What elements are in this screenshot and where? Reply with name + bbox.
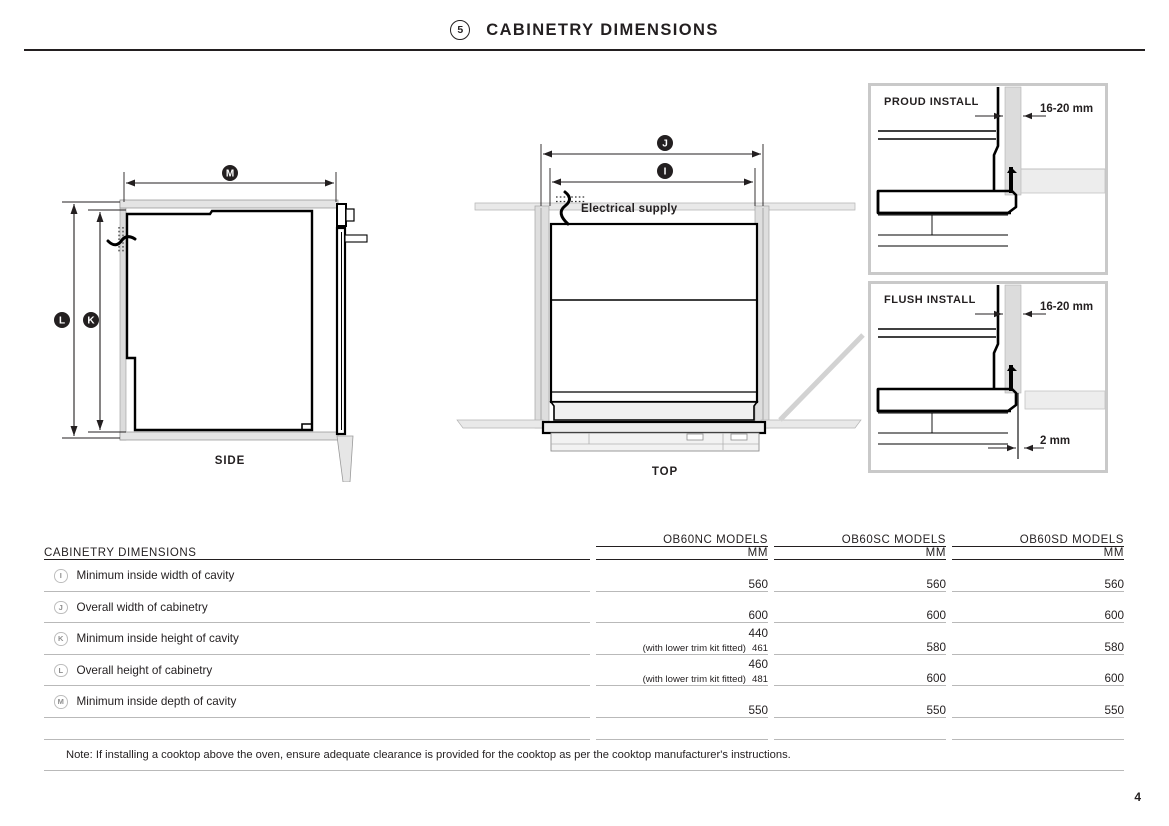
table-header-units (44, 547, 1124, 560)
section-number-badge: 5 (450, 20, 470, 40)
row-value: 580 (952, 623, 1124, 655)
cabinetry-dimensions-table (44, 534, 1124, 771)
row-value-main: 440 (748, 626, 768, 640)
page-number: 4 (1134, 790, 1141, 804)
svg-text:J: J (662, 138, 668, 150)
column-header-model-1: OB60SC MODELS (774, 534, 946, 547)
row-value-sub (596, 674, 768, 685)
side-view-label: SIDE (214, 455, 246, 467)
row-letter-chip: I (54, 569, 68, 583)
row-value: 550 (952, 686, 1124, 718)
table-note-row (44, 739, 1124, 770)
table-title: CABINETRY DIMENSIONS (44, 547, 590, 560)
top-view-label: TOP (651, 466, 679, 478)
row-value: 600 (596, 591, 768, 623)
svg-text:L: L (58, 315, 66, 327)
dimensions-table-wrapper (44, 534, 1124, 771)
row-label-cell (44, 623, 590, 654)
side-view-diagram (40, 152, 380, 482)
column-header-model-0: OB60NC MODELS (596, 534, 768, 547)
page-title: CABINETRY DIMENSIONS (486, 20, 719, 39)
row-value: 580 (774, 623, 946, 655)
flush-offset-value: 2 mm (1040, 435, 1071, 447)
row-value: 600 (774, 654, 946, 686)
row-value: 560 (774, 560, 946, 592)
row-label-text: Minimum inside height of cavity (76, 632, 239, 646)
row-value: 600 (774, 591, 946, 623)
row-value-sub-number: 461 (751, 642, 768, 654)
header-spacer (44, 534, 590, 547)
row-letter-chip: J (54, 601, 68, 615)
row-value: 600 (952, 654, 1124, 686)
header-divider (24, 49, 1145, 51)
page-header (0, 0, 1169, 52)
row-value: 560 (952, 560, 1124, 592)
row-label-text: Minimum inside width of cavity (76, 569, 235, 583)
table-row (44, 686, 1124, 718)
svg-text:K: K (87, 315, 95, 327)
flush-install-title: FLUSH INSTALL (884, 294, 976, 306)
top-view-diagram (455, 130, 865, 490)
row-value-with-note (596, 654, 768, 686)
row-letter-chip: M (54, 695, 68, 709)
column-header-unit-0: MM (596, 547, 768, 560)
electrical-supply-label: Electrical supply (581, 203, 678, 215)
flush-install-detail (868, 281, 1108, 473)
row-label-text: Overall height of cabinetry (76, 663, 213, 677)
row-value-sub-note: (with lower trim kit fitted) (642, 674, 746, 685)
table-row (44, 560, 1124, 592)
row-value: 550 (596, 686, 768, 718)
svg-text:I: I (663, 166, 667, 178)
row-value-sub (596, 643, 768, 654)
row-value: 560 (596, 560, 768, 592)
row-label-text: Minimum inside depth of cavity (76, 695, 237, 709)
diagram-area (0, 52, 1169, 530)
column-header-unit-1: MM (774, 547, 946, 560)
row-value-with-note (596, 623, 768, 655)
table-row (44, 654, 1124, 686)
dimension-m (124, 165, 336, 202)
svg-text:M: M (225, 168, 235, 180)
flush-gap-value: 16-20 mm (1040, 301, 1094, 313)
row-value: 550 (774, 686, 946, 718)
dimension-j (541, 135, 763, 206)
proud-gap-value: 16-20 mm (1040, 103, 1094, 115)
proud-install-title: PROUD INSTALL (884, 96, 979, 108)
row-label-text: Overall width of cabinetry (76, 600, 208, 614)
row-letter-chip: L (54, 664, 68, 678)
row-label-cell (44, 686, 590, 717)
table-spacer-row (44, 717, 1124, 739)
row-value-sub-number: 481 (751, 674, 768, 685)
row-value-sub-note: (with lower trim kit fitted) (642, 642, 746, 654)
table-row (44, 623, 1124, 655)
column-header-unit-2: MM (952, 547, 1124, 560)
column-header-model-2: OB60SD MODELS (952, 534, 1124, 547)
row-letter-chip: K (54, 632, 68, 646)
table-row (44, 591, 1124, 623)
table-note: Note: If installing a cooktop above the oven, ensure adequate clearance is provided for the cooktop as per the cooktop manufacturer's instructions. (66, 748, 791, 761)
row-value: 600 (952, 591, 1124, 623)
row-value-main: 460 (748, 658, 768, 671)
header-inner (0, 20, 1169, 40)
row-label-cell (44, 655, 590, 686)
row-label-cell (44, 592, 590, 623)
table-header-models (44, 534, 1124, 547)
dimension-i (550, 163, 755, 206)
row-label-cell (44, 560, 590, 591)
proud-install-detail (868, 83, 1108, 275)
